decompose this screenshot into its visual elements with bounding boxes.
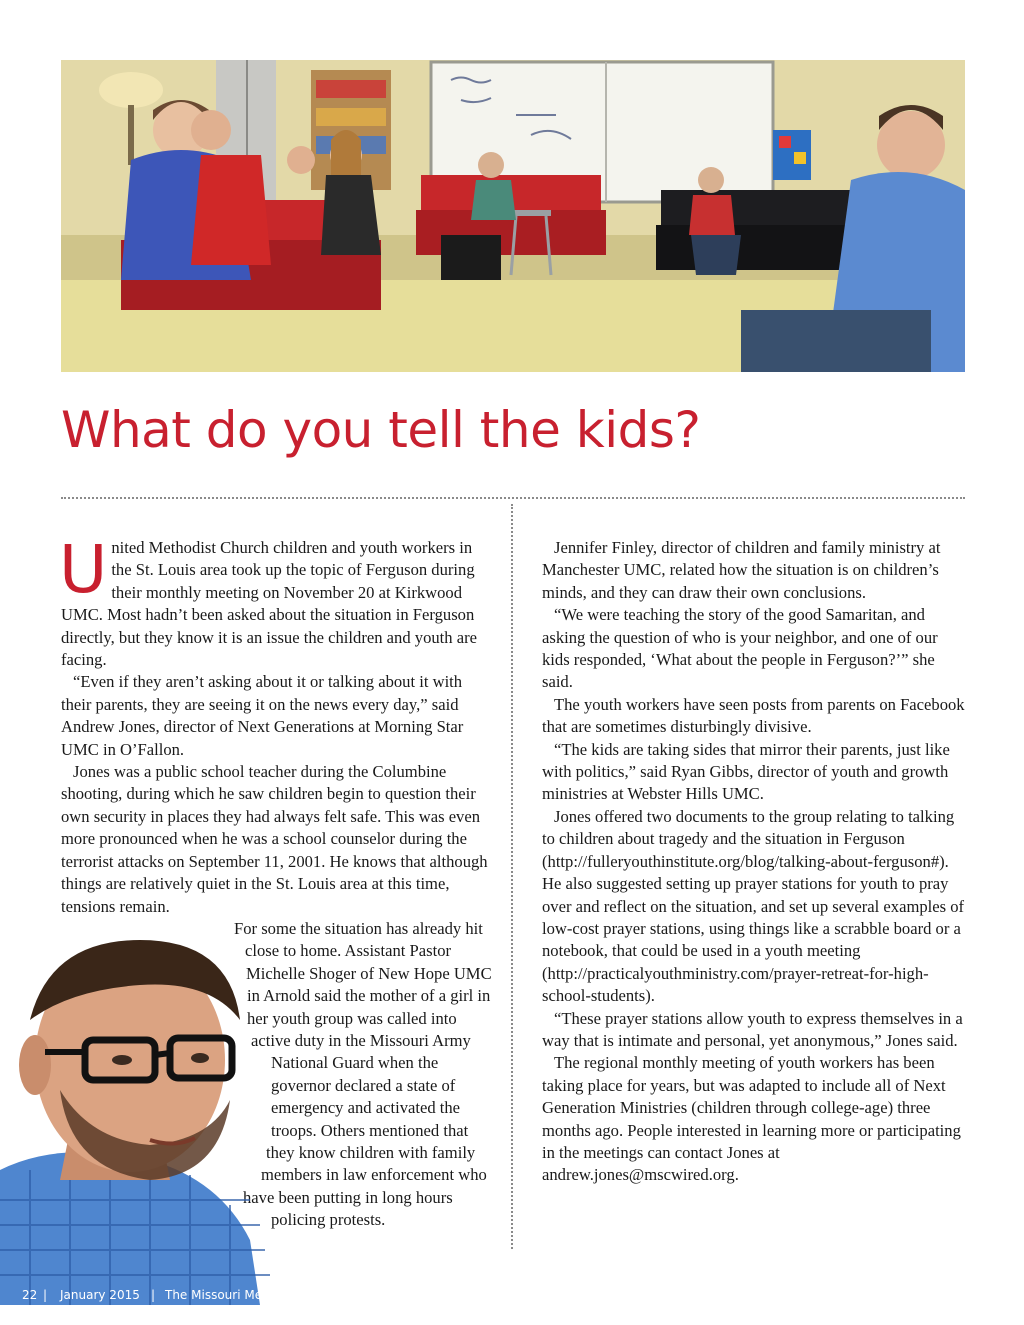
article-column-right xyxy=(542,537,966,1187)
footer-separator: | xyxy=(43,1288,48,1302)
article-paragraph: “Even if they aren’t asking about it or talking about it with their parents, they are seeing it on the news every day,” said Andrew Jones, director of Next Generations at Morning Star UMC in O’Fallon. xyxy=(61,672,464,759)
article-paragraph: “The kids are taking sides that mirror their parents, just like with politics,” said Ryan Gibbs, director of youth and growth ministries at Webster Hills UMC. xyxy=(542,739,950,804)
publication-name: The Missouri Methodis xyxy=(165,1288,299,1302)
article-paragraph: Jennifer Finley, director of children and family ministry at Manchester UMC, related how the situation is on children’s minds, and they can draw their own conclusions. xyxy=(542,538,941,602)
top-photo xyxy=(61,60,965,372)
headline: What do you tell the kids? xyxy=(61,401,701,459)
article-paragraph: For some the situation has already hit close to home. Assistant Pastor Michelle Shoger of New Hope UMC in Arnold said the mother of a girl in her youth group was called into active duty in the Missouri Army National Guard when the governor declared a state of emergency and activated the troops. Others mentioned that they know children with family members in law enforcement who have been putting in long hours policing protests. xyxy=(234,918,492,1230)
page-number: 22 xyxy=(22,1288,38,1302)
drop-cap: U xyxy=(59,531,108,608)
article-paragraph: Jones was a public school teacher during the Columbine shooting, during which he saw children begin to question their own security in places they had always felt safe. This was even more pronounced when he was a school counselor during the terrorist attacks on September 11, 2001. He knows that although things are relatively quiet in the St. Louis area at this time, tensions remain. xyxy=(61,762,488,916)
horizontal-dotted-divider xyxy=(61,497,965,499)
article-paragraph: “We were teaching the story of the good Samaritan, and asking the question of who is your neighbor, and one of our kids responded, ‘What about the people in Ferguson?’” she said. xyxy=(542,605,938,692)
issue-date: January 2015 xyxy=(60,1288,140,1302)
column-dotted-divider xyxy=(511,504,513,1249)
article-paragraph: Jones offered two documents to the group relating to talking to children about tragedy and the situation in Ferguson (http://fulleryouthinstitute.org/blog/talking-about-ferguson#). He also suggested setting up prayer stations for youth to pray over and reflect on the situation, and set up several examples of low-cost prayer stations, using things like a scrabble board or a notebook, that could be used in a youth meeting (http://practicalyouthministry.com/prayer-retreat-for-high-school-students). xyxy=(542,806,965,1006)
article-paragraph: The youth workers have seen posts from parents on Facebook that are sometimes disturbingly divisive. xyxy=(542,694,965,737)
article-paragraph: The regional monthly meeting of youth workers has been taking place for years, but was adapted to include all of Next Generation Ministries (children through college-age) three months ago. People interested in learning more or participating in the meetings can contact Jones at andrew.jones@mscwired.org. xyxy=(542,1053,961,1185)
article-paragraph: United Methodist Church children and youth workers in the St. Louis area took up the topic of Ferguson during their monthly meeting on November 20 at Kirkwood UMC. Most hadn’t been asked about the situation in Ferguson directly, but they know it is an issue the children and youth are facing. xyxy=(59,531,477,670)
article-paragraph: “These prayer stations allow youth to express themselves in a way that is intimate and personal, yet anonymous,” Jones said. xyxy=(542,1008,963,1050)
footer-separator: | xyxy=(151,1288,156,1302)
portrait-photo xyxy=(0,940,280,1305)
page-footer xyxy=(0,1281,320,1309)
